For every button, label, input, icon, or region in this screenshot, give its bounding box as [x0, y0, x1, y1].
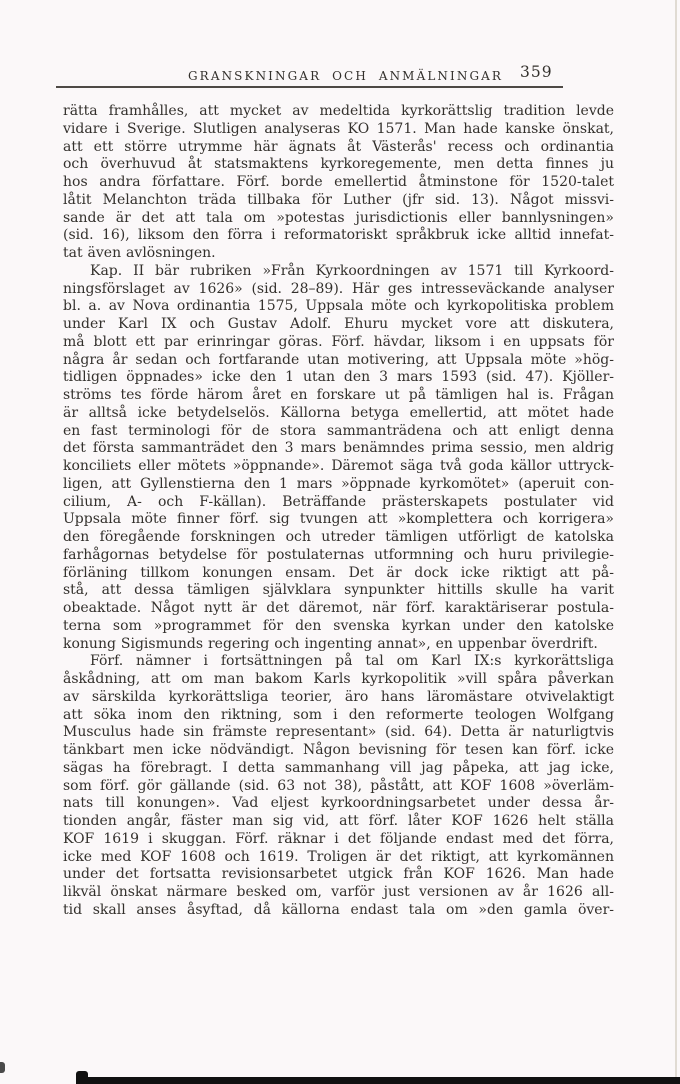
text-line: förläning tillkom konungen ensam. Det är dock icke riktigt att på- [63, 564, 614, 581]
text-line: icke med KOF 1608 och 1619. Troligen är det riktigt, att kyrkomännen [63, 848, 614, 865]
text-line: sande är det att tala om »potestas jurisdictionis eller bannlysningen» [63, 209, 614, 226]
text-line: Musculus hade sin främste representant» (sid. 64). Detta är naturligtvis [63, 724, 614, 741]
text-line: likväl önskat närmare besked om, varför just versionen av år 1626 all- [63, 884, 614, 900]
text-line: några år sedan och fortfarande utan motivering, att Uppsala möte »hög- [63, 351, 614, 368]
scan-speck [0, 1062, 5, 1073]
text-line: hos andra författare. Förf. borde emellertid åtminstone för 1520-talet [63, 174, 614, 190]
text-line: bl. a. av Nova ordinantia 1575, Uppsala möte och kyrkopolitiska problem [63, 298, 614, 315]
text-line: tänkbart men icke nödvändigt. Någon bevisning för tesen kan förf. icke [63, 742, 614, 758]
text-line: den föregående forskningen och utreder tämligen utförligt de katolska [63, 529, 614, 545]
text-line: nats till konungen». Vad eljest kyrkoordningsarbetet under dessa år- [63, 795, 614, 812]
text-line: att ett större utrymme här ägnats åt Västerås' recess och ordinantia [63, 138, 614, 155]
text-line: Kap. II bär rubriken »Från Kyrkoordningen av 1571 till Kyrkoord- [90, 262, 614, 279]
text-line: av särskilda kyrkorättsliga teorier, äro hans läromästare otvivelaktigt [63, 688, 614, 705]
text-line: låtit Melanchton träda tillbaka för Luther (jfr sid. 13). Något missvi- [63, 191, 614, 208]
body-text-block [63, 103, 614, 920]
text-line: att söka inom den riktning, som i den reformerte teologen Wolfgang [63, 706, 614, 723]
text-line: obeaktade. Något nytt är det däremot, när förf. karaktäriserar postula- [63, 600, 614, 616]
text-line: KOF 1619 i skuggan. Förf. räknar i det följande endast med det förra, [63, 830, 614, 847]
text-line: är alltså icke betydelselös. Källorna betyga emellertid, att mötet hade [63, 404, 614, 421]
text-line: sägas ha förebragt. I detta sammanhang vill jag påpeka, att jag icke, [63, 759, 614, 776]
text-line: under det fortsatta revisionsarbetet utgick från KOF 1626. Man hade [63, 866, 614, 883]
running-head-title: GRANSKNINGAR OCH ANMÄLNINGAR [188, 69, 504, 83]
text-line: ströms tes förde härom året en forskare ut på tämligen hal is. Frågan [63, 387, 614, 403]
text-line: tionden angår, fäster man sig vid, att förf. låter KOF 1626 helt ställa [63, 813, 614, 829]
text-line: det första sammanträdet den 3 mars benämndes prima sessio, men aldrig [63, 440, 614, 457]
text-line: rätta framhålles, att mycket av medeltida kyrkorättslig tradition levde [63, 103, 614, 119]
text-line: må blott ett par erinringar göras. Förf. hävdar, liksom i en uppsats för [63, 333, 614, 350]
text-line: Uppsala möte finner förf. sig tvungen att »komplettera och korrigera» [63, 511, 614, 528]
text-line: farhågornas betydelse för postulaternas utformning och huru privilegie- [63, 546, 614, 563]
text-line: stå, att dessa tämligen självklara synpunkter hittills skulle ha varit [63, 582, 614, 599]
text-line: och överhuvud åt statsmaktens kyrkoregemente, men detta finnes ju [63, 156, 614, 173]
header-rule [56, 86, 563, 88]
text-line: tat även avlösningen. [63, 245, 216, 261]
text-line: under Karl IX och Gustav Adolf. Ehuru mycket vore att diskutera, [63, 316, 614, 332]
text-line: (sid. 16), liksom den förra i reformatoriskt språkbruk icke alltid innefat- [63, 227, 614, 244]
text-line: Förf. nämner i fortsättningen på tal om Karl IX:s kyrkorättsliga [90, 653, 614, 670]
scan-shadow-bar [78, 1077, 680, 1084]
text-line: konciliets eller mötets »öppnande». Däremot säga två goda källor uttryck- [63, 458, 614, 474]
text-line: konung Sigismunds regering och ingenting annat», en uppenbar överdrift. [63, 635, 598, 652]
text-line: ningsförslaget av 1626» (sid. 28–89). Här ges intresseväckande analyser [63, 280, 614, 297]
text-line: åskådning, att om man bakom Karls kyrkopolitik »vill spåra påverkan [63, 671, 614, 687]
text-line: terna som »programmet för den svenska kyrkan under den katolske [63, 617, 614, 634]
text-line: ligen, att Gyllenstierna den 1 mars »öppnade kyrkomötet» (aperuit con- [63, 475, 614, 492]
text-line: vidare i Sverige. Slutligen analyseras KO 1571. Man hade kanske önskat, [63, 120, 614, 137]
page-edge-shadow [675, 0, 677, 1084]
text-line: som förf. gör gällande (sid. 63 not 38), påstått, att KOF 1608 »överläm- [63, 777, 614, 794]
text-line: en fast terminologi för de stora sammanträdena och att enligt denna [63, 422, 614, 439]
text-line: tid skall anses åsyftad, då källorna endast tala om »den gamla över- [63, 901, 614, 918]
text-line: cilium, A- och F-källan). Beträffande prästerskapets postulater vid [63, 493, 614, 510]
text-line: tidligen öppnades» icke den 1 utan den 3 mars 1593 (sid. 47). Kjöller- [63, 369, 614, 386]
page-number: 359 [520, 63, 553, 81]
